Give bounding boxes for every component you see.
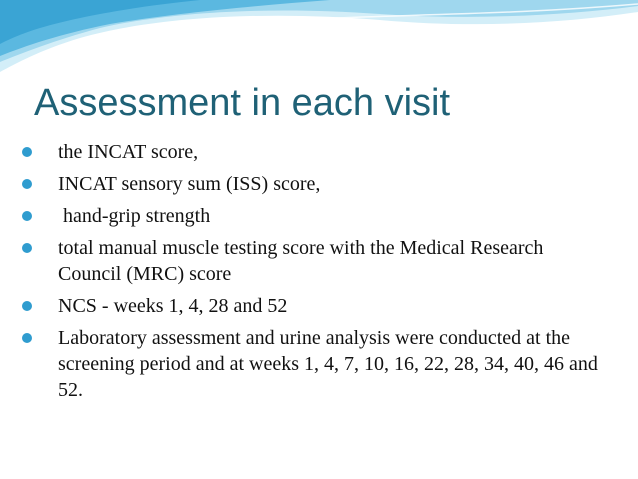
bullet-text: hand-grip strength <box>58 205 211 227</box>
bullet-dot-icon <box>22 301 32 311</box>
bullet-dot-icon <box>22 179 32 189</box>
slide-title: Assessment in each visit <box>34 82 451 124</box>
list-item <box>20 139 610 165</box>
bullet-list <box>20 139 610 409</box>
bullet-text: NCS - weeks 1, 4, 28 and 52 <box>58 295 288 317</box>
header-wave-decoration <box>0 0 638 80</box>
list-item <box>20 235 610 287</box>
bullet-dot-icon <box>22 147 32 157</box>
bullet-dot-icon <box>22 243 32 253</box>
bullet-text: total manual muscle testing score with the Medical Research Council (MRC) score <box>58 237 544 285</box>
bullet-text: the INCAT score, <box>58 141 199 163</box>
list-item <box>20 171 610 197</box>
list-item <box>20 203 610 229</box>
bullet-text: Laboratory assessment and urine analysis were conducted at the screening period and at weeks 1, 4, 7, 10, 16, 22, 28, 34, 40, 46 and 52. <box>58 327 598 401</box>
bullet-dot-icon <box>22 333 32 343</box>
bullet-dot-icon <box>22 211 32 221</box>
list-item <box>20 325 610 403</box>
bullet-text: INCAT sensory sum (ISS) score, <box>58 173 321 195</box>
list-item <box>20 293 610 319</box>
